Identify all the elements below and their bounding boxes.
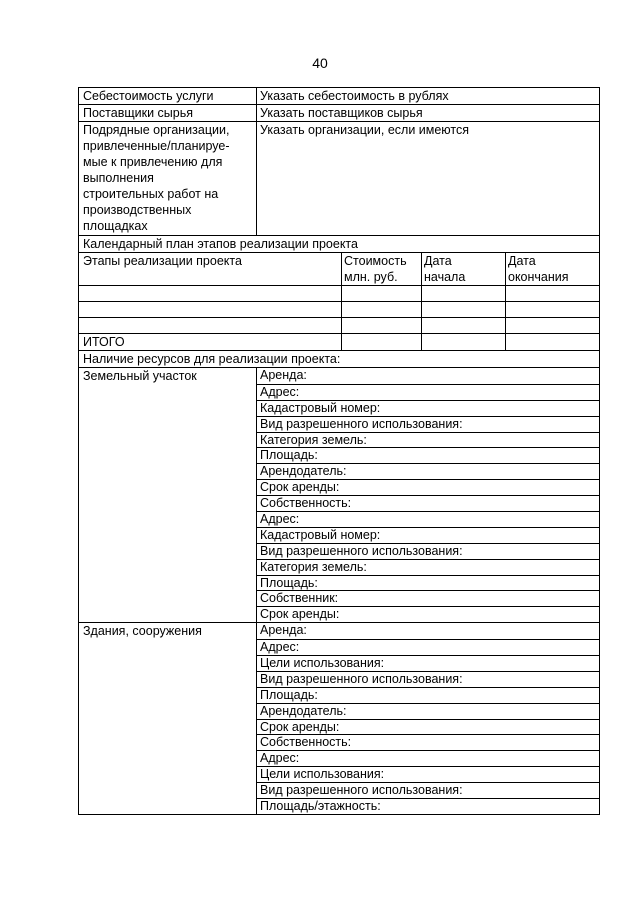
buildings-label: Здания, сооружения: [79, 623, 257, 814]
row-label: Себестоимость услуги: [79, 88, 257, 104]
table-row: [79, 88, 599, 104]
stage-cell: [79, 318, 342, 333]
header-end-date: Дата окончания: [508, 254, 569, 284]
row-value: Указать себестоимость в рублях: [260, 89, 449, 103]
stage-cell: [506, 318, 599, 333]
detail-line: Площадь:: [257, 447, 599, 463]
detail-line: Кадастровый номер:: [257, 400, 599, 416]
detail-line: Категория земель:: [257, 559, 599, 575]
stage-cell: [79, 286, 342, 301]
detail-line: Адрес:: [257, 511, 599, 527]
detail-line: Аренда:: [260, 368, 307, 382]
header-stages: Этапы реализации проекта: [79, 253, 342, 285]
row-label: Подрядные организации, привлеченные/планируе- мые к привлечению для выполнения строительных работ на производственных площадках: [79, 122, 257, 235]
resources-title: Наличие ресурсов для реализации проекта:: [83, 352, 341, 366]
stage-total-row: [79, 333, 599, 350]
detail-line: Аренда:: [260, 623, 307, 638]
land-plot-label: Земельный участок: [79, 368, 257, 622]
stage-cell: [342, 286, 422, 301]
row-value: Указать организации, если имеются: [260, 123, 470, 137]
total-start-cell: [422, 334, 506, 350]
stage-cell: [422, 318, 506, 333]
detail-line: Собственность:: [257, 495, 599, 511]
detail-line: Кадастровый номер:: [257, 527, 599, 543]
total-end-cell: [506, 334, 599, 350]
buildings-details: [257, 623, 599, 814]
detail-line: Категория земель:: [257, 432, 599, 448]
detail-line: Площадь:: [257, 575, 599, 591]
page-number: 40: [312, 55, 328, 71]
detail-line: Арендодатель:: [257, 463, 599, 479]
detail-line: Адрес:: [257, 750, 599, 766]
land-plot-row: [79, 367, 599, 622]
detail-line: Адрес:: [257, 384, 599, 400]
detail-line: Собственник:: [257, 590, 599, 606]
land-plot-details: [257, 368, 599, 622]
detail-line: Вид разрешенного использования:: [257, 671, 599, 687]
total-label: ИТОГО: [79, 334, 342, 350]
stage-row-empty: [79, 285, 599, 301]
header-start-date: Дата начала: [422, 253, 506, 285]
detail-line: Вид разрешенного использования:: [257, 416, 599, 432]
detail-line: Арендодатель:: [257, 703, 599, 719]
header-cost: Стоимость млн. руб.: [342, 253, 422, 285]
detail-line: Адрес:: [257, 639, 599, 655]
detail-line: Площадь:: [257, 687, 599, 703]
stage-cell: [342, 318, 422, 333]
stage-cell: [342, 302, 422, 317]
detail-line: Срок аренды:: [257, 719, 599, 735]
detail-line: Площадь/этажность:: [257, 798, 599, 814]
stage-row-empty: [79, 317, 599, 333]
stage-cell: [422, 286, 506, 301]
stage-row-empty: [79, 301, 599, 317]
stage-cell: [79, 302, 342, 317]
buildings-row: [79, 622, 599, 814]
calendar-plan-title-row: [79, 235, 599, 252]
resources-title-row: [79, 350, 599, 367]
stage-cell: [506, 302, 599, 317]
detail-line: Вид разрешенного использования:: [257, 543, 599, 559]
detail-line: Цели использования:: [257, 655, 599, 671]
detail-line: Цели использования:: [257, 766, 599, 782]
application-form-table: [78, 87, 600, 815]
total-cost-cell: [342, 334, 422, 350]
stage-cell: [422, 302, 506, 317]
table-row: [79, 121, 599, 235]
detail-line: Срок аренды:: [257, 479, 599, 495]
calendar-plan-header: [79, 252, 599, 285]
detail-line: Срок аренды:: [257, 606, 599, 622]
table-row: [79, 104, 599, 121]
stage-cell: [506, 286, 599, 301]
row-label: Поставщики сырья: [79, 105, 257, 121]
row-value: Указать поставщиков сырья: [260, 106, 423, 120]
detail-line: Собственность:: [257, 734, 599, 750]
detail-line: Вид разрешенного использования:: [257, 782, 599, 798]
calendar-plan-title: Календарный план этапов реализации проекта: [83, 237, 358, 251]
